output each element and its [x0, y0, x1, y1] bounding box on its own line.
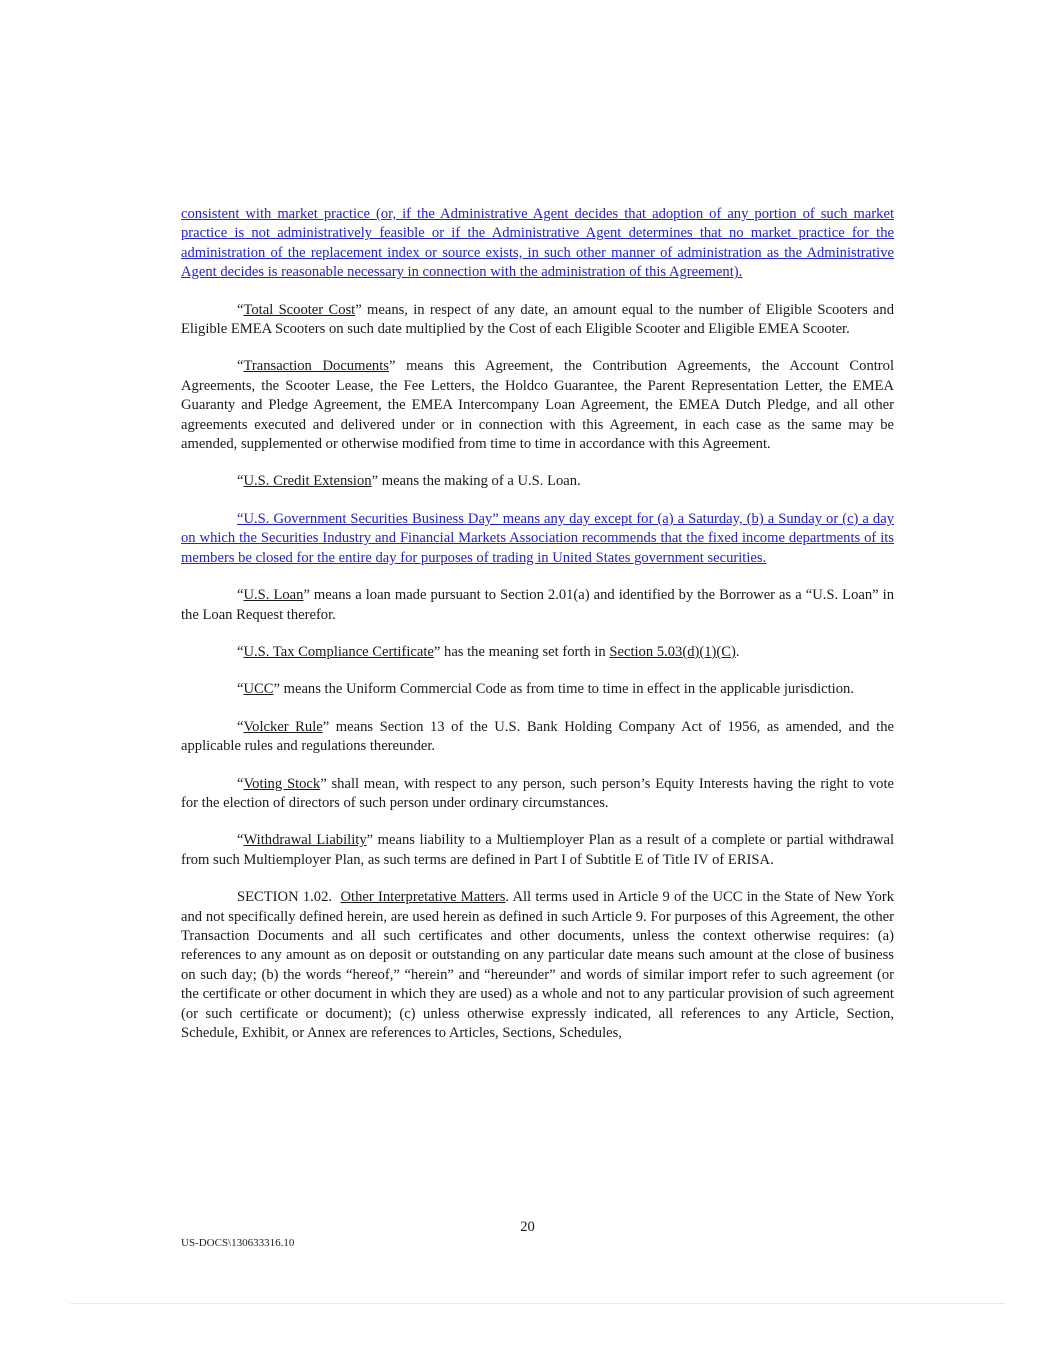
defined-term: Voting Stock: [243, 775, 321, 792]
definition-total-scooter-cost: “Total Scooter Cost” means, in respect of any date, an amount equal to the number of Eligible Scooters and Eligible EMEA Scooters on such date multiplied by the Cost of each Eligible Scooter and Eligible EMEA Scooter.: [181, 301, 895, 338]
page-bottom-divider: [70, 1303, 1005, 1304]
defined-term: Total Scooter Cost: [243, 301, 356, 318]
defined-term: U.S. Tax Compliance Certificate: [243, 643, 434, 660]
defined-term: UCC: [243, 681, 274, 698]
defined-term: Volcker Rule: [243, 718, 323, 735]
definition-ucc: “UCC” means the Uniform Commercial Code as from time to time in effect in the applicable jurisdiction.: [237, 681, 854, 698]
section-number: SECTION 1.02.: [237, 889, 333, 906]
paragraph-replacement-continued: consistent with market practice (or, if the Administrative Agent decides that adoption of any portion of such market practice is not administratively feasible or if the Administrative Agent determines that no market practice for the administration of the replacement index or source exists, in such other manner of administration as the Administrative Agent decides is reasonable necessary in connection with the administration of this Agreement).: [181, 206, 894, 281]
definition-voting-stock: “Voting Stock” shall mean, with respect to any person, such person’s Equity Interests having the right to vote for the election of directors of such person under ordinary circumstances.: [181, 775, 894, 811]
definition-withdrawal-liability: “Withdrawal Liability” means liability to a Multiemployer Plan as a result of a complete or partial withdrawal from such Multiemployer Plan, as such terms are defined in Part I of Subtitle E of Title IV of ERISA.: [181, 832, 894, 868]
page-number: 20: [520, 1219, 535, 1235]
definition-us-tax-compliance-certificate: “U.S. Tax Compliance Certificate” has the meaning set forth in Section 5.03(d)(1)(C).: [237, 643, 740, 660]
definition-us-credit-extension: “U.S. Credit Extension” means the making of a U.S. Loan.: [237, 473, 581, 490]
section-1-02-paragraph: SECTION 1.02. Other Interpretative Matters. All terms used in Article 9 of the UCC in the State of New York and not specifically defined herein, are used herein as defined in such Article 9. For purposes of this Agreement, the other Transaction Documents and all such certificates and other documents, unless the context otherwise requires: (a) references to any amount as on deposit or outstanding on any particular date means such amount at the close of business on such day; (b) the words “hereof,” “herein” and “hereunder” and words of similar import refer to such agreement (or the certificate or other document in which they are used) as a whole and not to any particular provision of such agreement (or such certificate or document); (c) unless otherwise expressly indicated, all references to any Article, Section, Schedule, Exhibit, or Annex are references to Articles, Sections, Schedules,: [181, 889, 894, 1041]
defined-term: U.S. Loan: [243, 587, 304, 604]
defined-term: Transaction Documents: [243, 358, 389, 375]
definition-us-loan: “U.S. Loan” means a loan made pursuant to Section 2.01(a) and identified by the Borrower as a “U.S. Loan” in the Loan Request therefor.: [181, 587, 894, 623]
definition-volcker-rule: “Volcker Rule” means Section 13 of the U.S. Bank Holding Company Act of 1956, as amended, and the applicable rules and regulations thereunder.: [181, 718, 894, 755]
definition-transaction-documents: “Transaction Documents” means this Agreement, the Contribution Agreements, the Account Control Agreements, the Scooter Lease, the Fee Letters, the Holdco Guarantee, the Parent Representation Letter, the EMEA Guaranty and Pledge Agreement, the EMEA Intercompany Loan Agreement, the EMEA Dutch Pledge, and all other agreements executed and delivered under or in connection with this Agreement, in each case as the same may be amended, supplemented or otherwise modified from time to time in accordance with this Agreement.: [181, 358, 895, 453]
section-heading: Other Interpretative Matters: [340, 889, 506, 906]
defined-term: U.S. Credit Extension: [243, 473, 372, 490]
defined-term: Withdrawal Liability: [243, 832, 367, 849]
document-body: [181, 205, 894, 1061]
document-id: US-DOCS\130633316.10: [181, 1237, 295, 1249]
definition-us-government-securities-business-day: “U.S. Government Securities Business Day” means any day except for (a) a Saturday, (b) a Sunday or (c) a day on which the Securities Industry and Financial Markets Association recommends that the fixed income departments of its members be closed for the entire day for purposes of trading in United States government securities.: [181, 510, 894, 566]
section-reference: Section 5.03(d)(1)(C): [609, 643, 736, 660]
